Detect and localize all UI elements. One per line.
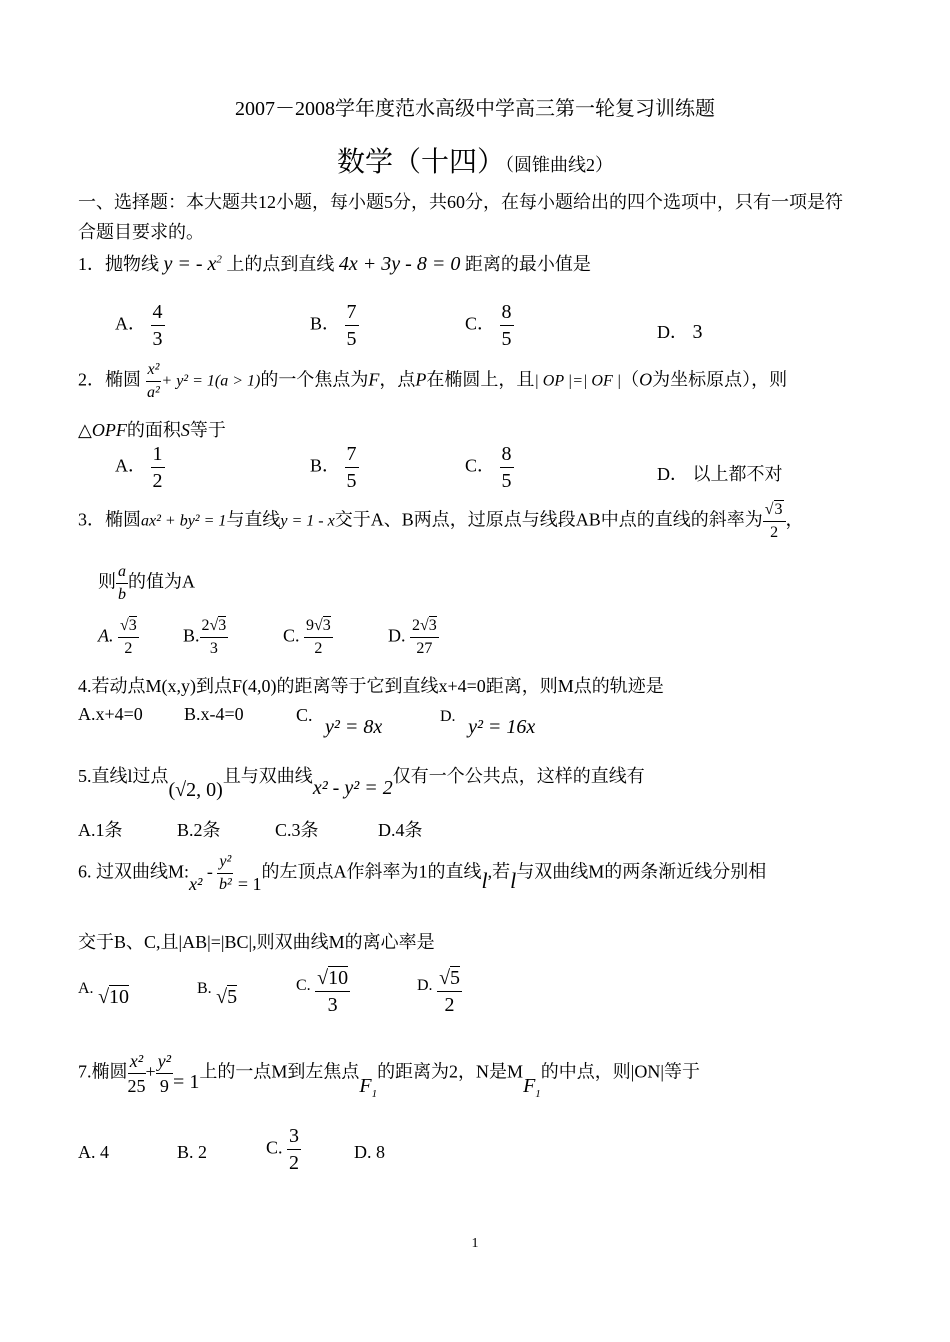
q6-option-a[interactable]: A. √10	[78, 980, 130, 1008]
q2-line2: △OPF的面积S等于	[78, 420, 226, 440]
q3-option-a[interactable]: A. $\frac{√3}{2}$	[98, 617, 137, 657]
q1-line-equation: 4x + 3y - 8 = 0	[338, 253, 461, 275]
question-5: 5.直线l过点(√2, 0)且与双曲线x² - y² = 2仅有一个公共点，这样的直线有	[78, 766, 645, 801]
q1-equation: y = - $x^2$	[163, 253, 222, 275]
section-instruction-line1: 一、选择题：本大题共12小题，每小题5分，共60分，在每小题给出的四个选项中，只有一项是符	[78, 192, 843, 212]
q1-option-a[interactable]: A． $\frac{4}{3}$	[115, 301, 163, 350]
q5-option-b[interactable]: B.2条	[177, 820, 221, 840]
q2-equation-rest: + y² = 1(a > 1)	[161, 372, 261, 390]
question-1	[78, 250, 591, 276]
q3-option-b[interactable]: B. $\frac{2√3}{3}$	[183, 617, 227, 657]
question-7: 7.椭圆 $\frac{\text{x²}}{25}$ + $\frac{\text{y²}}{9}$ = 1上的一点M到左焦点$F_1$的距离为2，N是$MF_1$的中点，则|ON|等于	[78, 1051, 701, 1100]
subject-main: 数学（十四）	[336, 147, 505, 178]
q2-fraction: $\frac{\text{x²}}{\text{a²}}$	[147, 361, 160, 401]
q5-option-c[interactable]: C.3条	[275, 820, 319, 840]
q3-line2: 则 $\frac{a}{b}$ 的值为A	[98, 563, 195, 603]
q4-option-d[interactable]: D. y² = 16x	[440, 708, 536, 738]
q6-fraction: $\frac{\text{y²}}{\text{b²}}$	[218, 853, 232, 893]
q6-line2: 交于B、C,且|AB|=|BC|,则双曲线M的离心率是	[78, 932, 435, 952]
q3-equation: ax² + by² = 1	[141, 512, 227, 530]
q1-option-d[interactable]: D． 3	[657, 321, 703, 343]
q5-equation: x² - y² = 2	[312, 777, 393, 799]
q7-option-b[interactable]: B. 2	[177, 1142, 208, 1162]
q6-option-d[interactable]: D. $\frac{√5}{2}$	[417, 967, 461, 1016]
q7-focus-2: $F_1$	[523, 1074, 541, 1100]
q2-option-c[interactable]: C． $\frac{8}{5}$	[465, 443, 512, 492]
doc-subject-title	[0, 140, 950, 180]
q5-option-d[interactable]: D.4条	[378, 820, 423, 840]
q1-prefix: 1．抛物线	[78, 254, 159, 274]
q2-option-d[interactable]: D． 以上都不对	[657, 464, 783, 484]
q7-option-d[interactable]: D. 8	[354, 1142, 385, 1162]
q2-condition: | OP |=| OF |	[534, 372, 622, 390]
q5-point: (√2, 0)	[168, 779, 223, 801]
q2-prefix: 2．椭圆	[78, 369, 141, 390]
question-2: 2．椭圆 $\frac{\text{x²}}{\text{a²}}$ + y² = 1(a > 1)的一个焦点为F，点P在椭圆上，且| OP |=| OF |（O为坐标原点），则	[78, 361, 788, 401]
q1-option-b[interactable]: B． $\frac{7}{5}$	[310, 301, 357, 350]
q7-option-c[interactable]: C. $\frac{3}{2}$	[266, 1125, 300, 1174]
q2-option-b[interactable]: B． $\frac{7}{5}$	[310, 443, 357, 492]
q1-option-c[interactable]: C． $\frac{8}{5}$	[465, 301, 512, 350]
q3-option-c[interactable]: C. $\frac{9√3}{2}$	[283, 617, 331, 657]
q7-focus-1: $F_1$	[359, 1074, 378, 1100]
q3-option-d[interactable]: D. $\frac{2√3}{27}$	[388, 617, 437, 657]
question-4: 4.若动点M(x,y)到点F(4,0)的距离等于它到直线x+4=0距离，则M点的轨迹是	[78, 676, 664, 696]
question-3: 3．椭圆ax² + by² = 1与直线y = 1 - x交于A、B两点，过原点与线段AB中点的直线的斜率为 $\frac{√3}{2}$ ，	[78, 501, 804, 541]
q1-mid: 上的点到直线	[226, 254, 335, 274]
q3-slope: $\frac{√3}{2}$	[763, 502, 786, 541]
q5-option-a[interactable]: A.1条	[78, 820, 123, 840]
q4-option-c[interactable]: C. y² = 8x	[296, 705, 383, 738]
doc-header-title: 2007－2008学年度范水高级中学高三第一轮复习训练题	[235, 98, 715, 120]
q6-option-c[interactable]: C. $\frac{√10}{3}$	[296, 967, 349, 1016]
subject-sub: （圆锥曲线2）	[505, 155, 613, 175]
q1-suffix: 距离的最小值是	[464, 254, 591, 274]
q7-option-a[interactable]: A. 4	[78, 1142, 109, 1162]
q4-option-a[interactable]: A.x+4=0	[78, 704, 143, 724]
question-6: 6. 过双曲线M:x² - $\frac{\text{y²}}{\text{b²}}$ = 1的左顶点A作斜率为1的直线l,若l与双曲线M的两条渐近线分别相	[78, 853, 767, 894]
section-instruction-line2: 合题目要求的。	[78, 222, 204, 242]
q6-option-b[interactable]: B. √5	[197, 980, 238, 1008]
q2-option-a[interactable]: A． $\frac{1}{2}$	[115, 443, 163, 492]
page-number: 1	[471, 1236, 479, 1251]
q3-line: y = 1 - x	[280, 512, 335, 530]
q4-option-b[interactable]: B.x-4=0	[184, 704, 244, 724]
